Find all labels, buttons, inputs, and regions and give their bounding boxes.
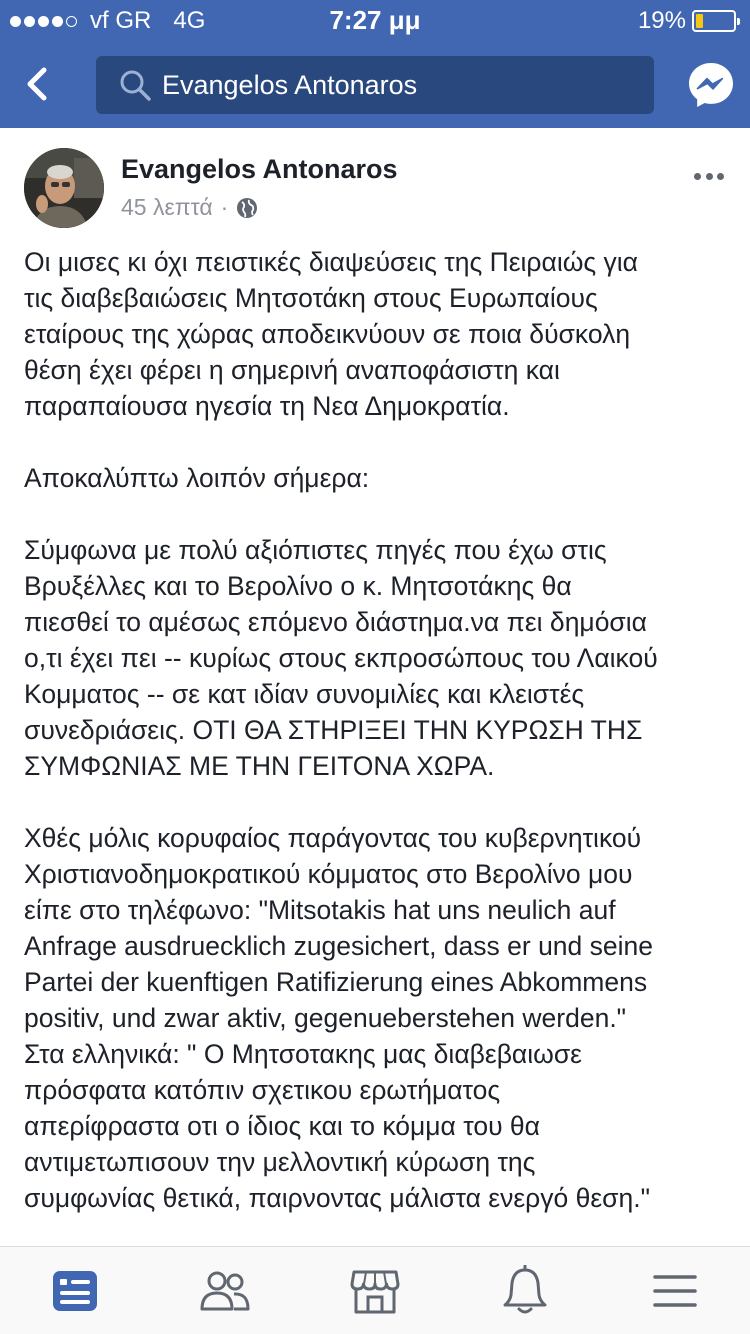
menu-icon: [653, 1271, 697, 1311]
post-header: [24, 148, 726, 230]
post-paragraph: [24, 244, 728, 424]
post-text-line: συνεδριάσεις. ΟΤΙ ΘΑ ΣΤΗΡΙΞΕΙ ΤΗΝ ΚΥΡΩΣΗ ΤΗΣ: [24, 715, 643, 745]
status-right: [638, 7, 736, 35]
messenger-icon: [686, 60, 736, 110]
post-text-line: τις διαβεβαιώσεις Μητσοτάκη στους Ευρωπαίους: [24, 283, 598, 313]
post-meta: [121, 194, 258, 221]
post-paragraph: [24, 532, 728, 784]
post-text-line: ΣΥΜΦΩΝΙΑΣ ΜΕ ΤΗΝ ΓΕΙΤΟΝΑ ΧΩΡΑ.: [24, 751, 495, 781]
post-paragraph: [24, 820, 728, 1216]
post-text-line: είπε στο τηλέφωνο: "Mitsotakis hat uns neulich auf: [24, 895, 616, 925]
post-text-line: Σύμφωνα με πολύ αξιόπιστες πηγές που έχω στις: [24, 535, 607, 565]
battery-icon: [692, 10, 736, 32]
bottom-tab-bar: [0, 1246, 750, 1334]
network-type: 4G: [173, 7, 206, 34]
post-text-line: πρόσφατα κατόπιν σχετικου ερωτήματος: [24, 1075, 501, 1105]
battery-level-fill: [696, 14, 703, 28]
post-text-line: Χριστιανοδημοκρατικού κόμματος στο Βερολίνο μου: [24, 859, 633, 889]
post-text-line: Αποκαλύπτω λοιπόν σήμερα:: [24, 463, 370, 493]
chevron-left-icon: [20, 64, 56, 104]
post-card: [0, 128, 750, 1244]
post-text-line: Anfrage ausdruecklich zugesichert, dass er und seine: [24, 931, 653, 961]
tab-notifications[interactable]: [495, 1261, 555, 1321]
marketplace-icon: [349, 1266, 401, 1316]
post-time[interactable]: 45 λεπτά: [121, 194, 213, 220]
post-text-line: ο,τι έχει πει -- κυρίως στους εκπροσώπους του Λαικού: [24, 643, 658, 673]
friends-icon: [198, 1267, 252, 1315]
more-options-button[interactable]: [694, 166, 724, 186]
messenger-button[interactable]: [686, 60, 736, 110]
tab-news-feed[interactable]: [45, 1261, 105, 1321]
profile-photo: [24, 148, 104, 228]
post-text-line: Βρυξέλλες και το Βερολίνο ο κ. Μητσοτάκης θα: [24, 571, 572, 601]
battery-percent: 19%: [637, 7, 686, 34]
globe-icon: [236, 197, 258, 219]
post-text-line: αντιμετωπισουν την μελλοντική κύρωση της: [24, 1147, 536, 1177]
post-paragraph: [24, 460, 728, 496]
meta-separator: ·: [220, 194, 229, 220]
post-text-line: Στα ελληνικά: " Ο Μητσοτακης μας διαβεβαιωσε: [24, 1039, 583, 1069]
app-header: [0, 0, 750, 128]
post-text-line: συμφωνίας θετικά, παιρνοντας μάλιστα ενεργό θεση.": [24, 1183, 651, 1213]
post-text-line: απερίφραστα οτι ο ίδιος και το κόμμα του θα: [24, 1111, 540, 1141]
post-text-line: παραπαίουσα ηγεσία τη Νεα Δημοκρατία.: [24, 391, 510, 421]
post-text-line: Partei der kuenftigen Ratifizierung eines Abkommens: [24, 967, 648, 997]
tab-menu[interactable]: [645, 1261, 705, 1321]
notifications-bell-icon: [502, 1265, 548, 1317]
post-author-name[interactable]: Evangelos Antonaros: [121, 154, 398, 184]
carrier-name: vf GR: [90, 7, 152, 34]
back-button[interactable]: [20, 64, 56, 104]
search-query-text: Evangelos Antonaros: [162, 69, 418, 100]
post-text-line: Χθές μόλις κορυφαίος παράγοντας του κυβερνητικού: [24, 823, 642, 853]
avatar[interactable]: [24, 148, 104, 228]
post-text-line: positiv, und zwar aktiv, gegenueberstehen werden.": [24, 1003, 627, 1033]
post-text: [24, 244, 728, 1252]
news-feed-icon: [51, 1267, 99, 1315]
post-text-line: πιεσθεί το αμέσως επόμενο διάστημα.να πει δημόσια: [24, 607, 647, 637]
status-bar: [0, 0, 750, 42]
search-icon: [118, 68, 152, 102]
nav-row: [0, 54, 750, 116]
search-input[interactable]: [96, 56, 654, 114]
post-text-line: Κομματος -- σε κατ ιδίαν συνομιλίες και κλειστές: [24, 679, 585, 709]
post-text-line: εταίρους της χώρας αποδεικνύουν σε ποια δύσκολη: [24, 319, 631, 349]
tab-friends[interactable]: [195, 1261, 255, 1321]
tab-marketplace[interactable]: [345, 1261, 405, 1321]
more-dots-icon: [694, 173, 701, 180]
status-time: 7:27 μμ: [329, 5, 421, 35]
post-text-line: θέση έχει φέρει η σημερινή αναποφάσιστη και: [24, 355, 560, 385]
post-text-line: Οι μισες κι όχι πειστικές διαψεύσεις της Πειραιώς για: [24, 247, 638, 277]
